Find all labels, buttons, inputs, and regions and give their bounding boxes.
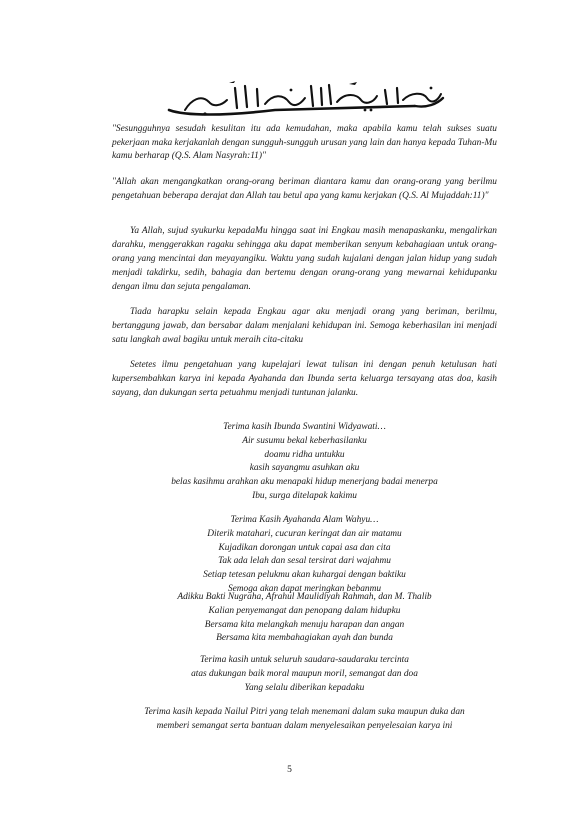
quote-alam-nasyrah: "Sesungguhnya sesudah kesulitan itu ada kemudahan, maka apabila kamu telah sukses suatu pekerjaan maka kerjakanlah dengan sungguh-sungguh urusan yang lain dan hanya kepada Tuhan-Mu kamu berharap (Q.S. Alam Nasyrah:11)" bbox=[112, 124, 497, 162]
stanza-saudara bbox=[112, 654, 497, 695]
stanza-line: Terima kasih kepada Nailul Pitri yang telah menemani dalam suka maupun duka dan bbox=[144, 707, 465, 717]
stanza-line: Bersama kita melangkah menuju harapan dan angan bbox=[204, 619, 405, 630]
stanza-line: Terima Kasih Ayahanda Alam Wahyu… bbox=[230, 515, 379, 525]
quote-al-mujaddah: "Allah akan mengangkatkan orang-orang beriman diantara kamu dan orang-orang yang berilmu pengetahuan beberapa derajat dan Allah tau betul apa yang kamu kerjakan (Q.S. Al Mujaddah:11)" bbox=[112, 177, 497, 201]
stanza-line: Setiap tetesan pelukmu akan kuhargai dengan baktiku bbox=[203, 570, 406, 581]
stanza-line: Kalian penyemangat dan penopang dalam hidupku bbox=[208, 605, 401, 616]
paragraph-syukur: Ya Allah, sujud syukurku kepadaMu hingga saat ini Engkau masih menapaskanku, mengalirkan darahku, menggerakkan ragaku sehingga aku dapat memberikan senyum kebahagiaan untuk orang-orang yang mencintai dan meyayangiku. Waktu yang sudah kujalani dengan jalan hidup yang sudah menjadi takdirku, sedih, bahagia dan bertemu dengan orang-orang yang mewarnai kehidupanku dengan ilmu dan sejuta pengalaman. bbox=[112, 226, 497, 292]
stanza-line: Yang selalu diberikan kepadaku bbox=[244, 682, 365, 693]
stanza-line: Ibu, surga ditelapak kakimu bbox=[252, 490, 357, 501]
stanza-line: Bersama kita membahagiakan ayah dan bunda bbox=[216, 633, 393, 644]
stanza-line: Diterik matahari, cucuran keringat dan air matamu bbox=[207, 528, 402, 539]
stanza-line: doamu ridha untukku bbox=[264, 449, 345, 460]
stanza-line: Air susumu bekal keberhasilanku bbox=[242, 435, 367, 446]
stanza-ayahanda bbox=[112, 514, 497, 597]
paragraph-persembahan: Setetes ilmu pengetahuan yang kupelajari lewat tulisan ini dengan penuh ketulusan hati kupersembahkan karya ini kepada Ayahanda dan Ibunda serta keluarga tersayang atas doa, kasih sayang, dan dukungan serta petuahmu menjadi tuntunan jalanku. bbox=[112, 360, 497, 398]
stanza-line: Terima kasih Ibunda Swantini Widyawati… bbox=[223, 422, 386, 432]
stanza-line: belas kasihmu arahkan aku menapaki hidup menerjang badai menerpa bbox=[171, 477, 438, 488]
page-number: 5 bbox=[287, 765, 292, 775]
stanza-adik bbox=[112, 591, 497, 646]
paragraph-harapan: Tiada harapku selain kepada Engkau agar aku menjadi orang yang beriman, berilmu, bertanggung jawab, dan bersabar dalam menjalani kehidupan ini. Semoga keberhasilan ini menjadi satu langkah awal bagiku untuk meraih cita-citaku bbox=[112, 307, 497, 345]
stanza-line: Kujadikan dorongan untuk capai asa dan cita bbox=[218, 542, 391, 553]
stanza-line: Terima kasih untuk seluruh saudara-saudaraku tercinta bbox=[200, 655, 409, 665]
stanza-line: Semoga akan dapat meringkan bebanmu bbox=[227, 583, 382, 594]
stanza-nailul bbox=[112, 706, 497, 734]
stanza-line: memberi semangat serta bantuan dalam menyelesaikan penyelesaian karya ini bbox=[156, 720, 453, 731]
stanza-line: Tak ada lelah dan sesal tersirat dari wajahmu bbox=[218, 556, 391, 567]
stanza-line: kasih sayangmu asuhkan aku bbox=[249, 463, 360, 474]
basmalah-calligraphy-icon bbox=[165, 80, 447, 120]
stanza-ibunda bbox=[112, 421, 497, 504]
stanza-line: atas dukungan baik moral maupun moril, semangat dan doa bbox=[191, 668, 418, 679]
stanza-line: Adikku Bakti Nugraha, Afrahul Maulidiyah Rahmah, dan M. Thalib bbox=[177, 592, 432, 602]
